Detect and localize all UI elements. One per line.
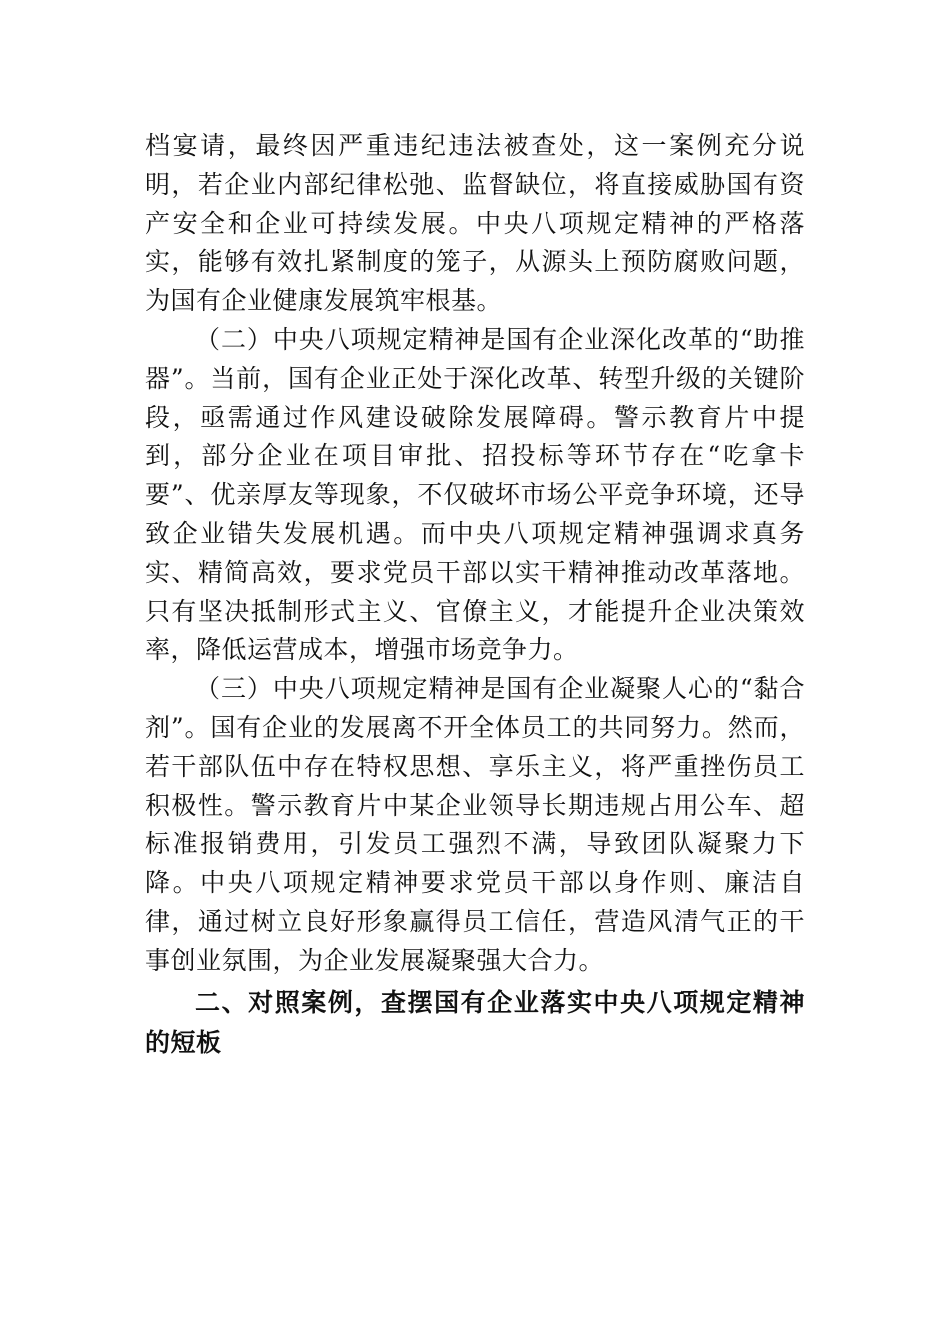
paragraph-section-three: （三）中央八项规定精神是国有企业凝聚人心的“黏合剂”。国有企业的发展离不开全体员工的共同努力。然而，若干部队伍中存在特权思想、享乐主义，将严重挫伤员工积极性。警示教育片中某企业领导长期违规占用公车、超标准报销费用，引发员工强烈不满，导致团队凝聚力下降。中央八项规定精神要求党员干部以身作则、廉洁自律，通过树立良好形象赢得员工信任，营造风清气正的干事创业氛围，为企业发展凝聚强大合力。 bbox=[145, 674, 805, 975]
section-heading: 二、对照案例，查摆国有企业落实中央八项规定精神的短板 bbox=[145, 987, 805, 1057]
paragraph-section-two: （二）中央八项规定精神是国有企业深化改革的“助推器”。当前，国有企业正处于深化改革、转型升级的关键阶段，亟需通过作风建设破除发展障碍。警示教育片中提到，部分企业在项目审批、招投标等环节存在“吃拿卡要”、优亲厚友等现象，不仅破坏市场公平竞争环境，还导致企业错失发展机遇。而中央八项规定精神强调求真务实、精简高效，要求党员干部以实干精神推动改革落地。只有坚决抵制形式主义、官僚主义，才能提升企业决策效率，降低运营成本，增强市场竞争力。 bbox=[145, 324, 805, 665]
document-body bbox=[145, 127, 805, 1063]
paragraph-continuation: 档宴请，最终因严重违纪违法被查处，这一案例充分说明，若企业内部纪律松弛、监督缺位，将直接威胁国有资产安全和企业可持续发展。中央八项规定精神的严格落实，能够有效扎紧制度的笼子，从源头上预防腐败问题，为国有企业健康发展筑牢根基。 bbox=[145, 131, 805, 316]
